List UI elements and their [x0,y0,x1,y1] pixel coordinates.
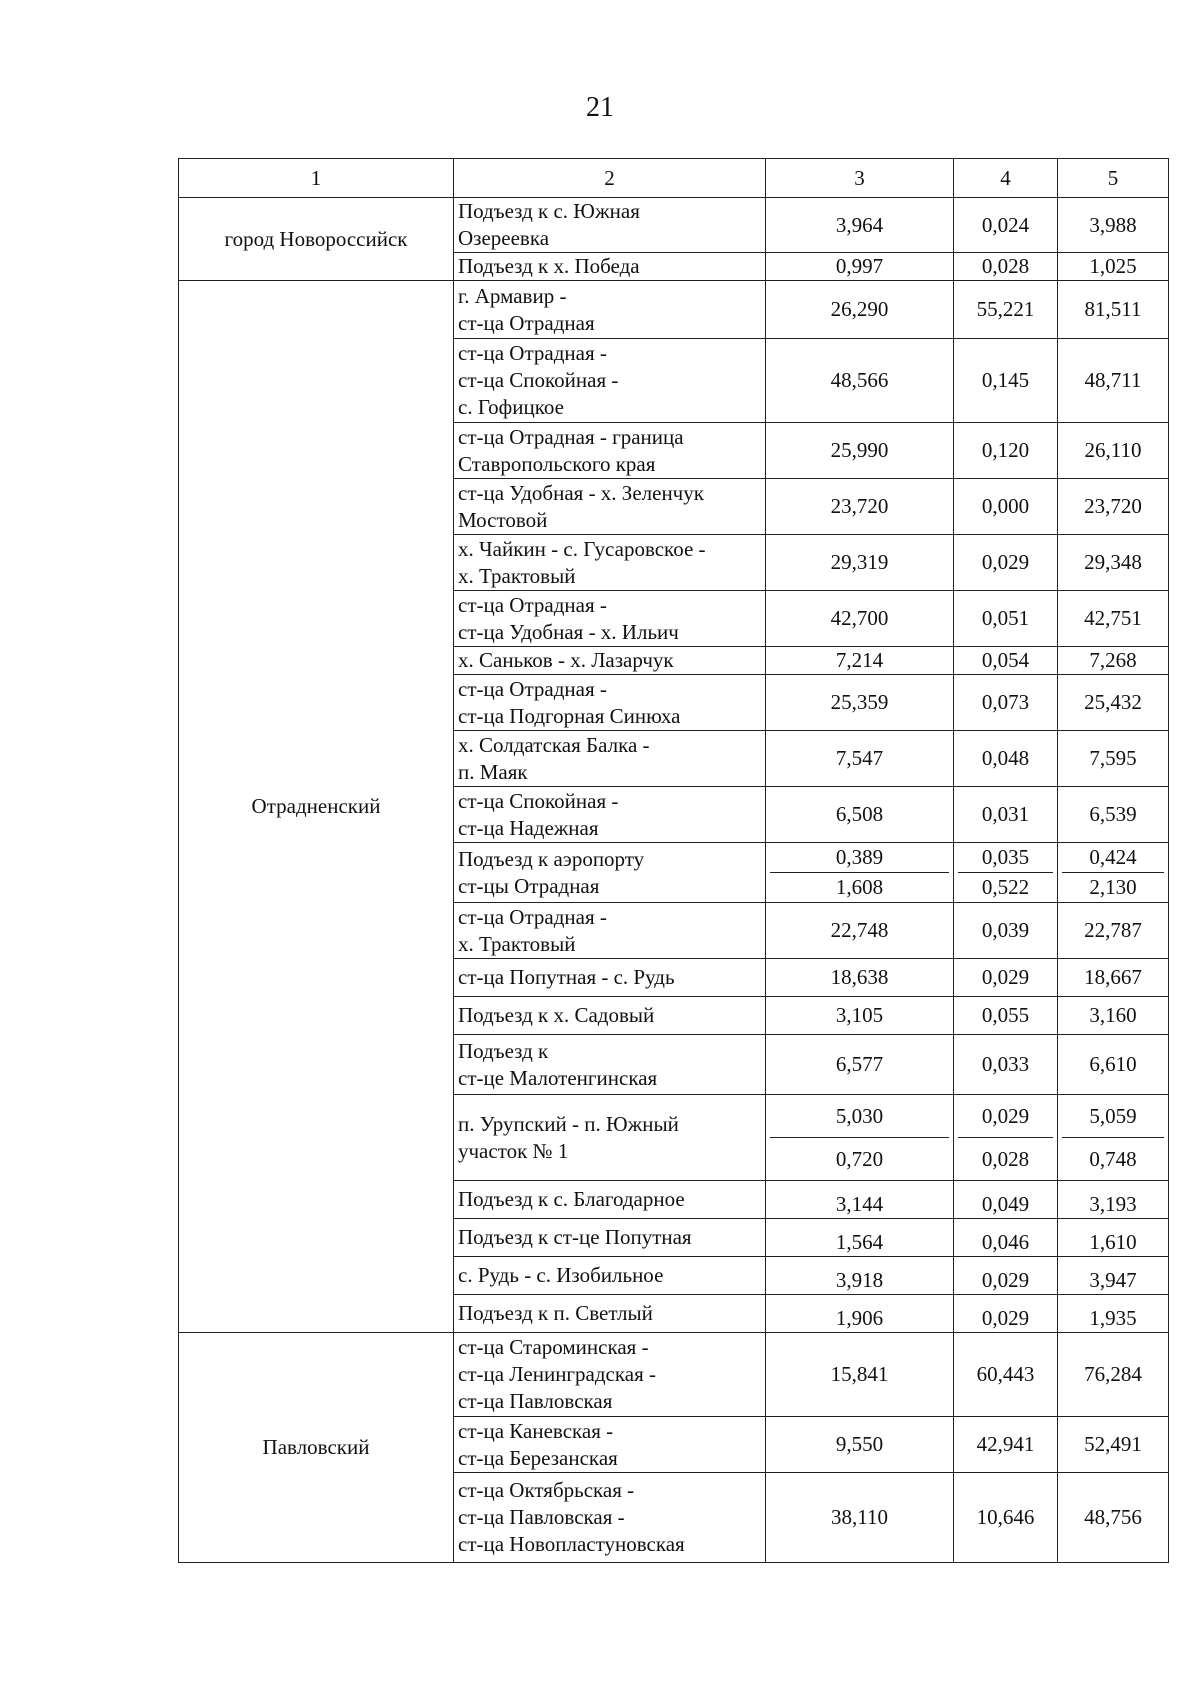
value-cell-col-5: 6,539 [1058,787,1169,843]
road-name: п. Урупский - п. Южный участок № 1 [454,1095,766,1181]
value-cell-col-5: 76,284 [1058,1333,1169,1417]
value-cell-col-3: 29,319 [766,535,954,591]
value-cell-col-4: 0,033 [954,1035,1058,1095]
header-col-3: 3 [766,159,954,198]
value-cell-col-5: 48,756 [1058,1473,1169,1563]
district-name: Отрадненский [179,281,454,1333]
value-cell-col-3: 0,997 [766,253,954,281]
value-cell-col-3: 7,214 [766,647,954,675]
value-cell-col-4: 0,031 [954,787,1058,843]
header-col-4: 4 [954,159,1058,198]
value-cell-col-3: 23,720 [766,479,954,535]
value-cell-col-5: 25,432 [1058,675,1169,731]
value-cell-col-3 [766,843,954,903]
value-cell-col-5: 6,610 [1058,1035,1169,1095]
value-part: 1,608 [835,875,884,899]
value-cell-col-3: 6,577 [766,1035,954,1095]
value-cell-col-4: 0,039 [954,903,1058,959]
value-cell-col-3: 42,700 [766,591,954,647]
table-body [179,198,1169,1563]
value-cell-col-4: 42,941 [954,1417,1058,1473]
road-name: с. Рудь - с. Изобильное [454,1257,766,1295]
value-cell-col-3: 22,748 [766,903,954,959]
table-row [179,281,1169,339]
value-cell-col-3: 3,964 [766,198,954,253]
value-part: 0,748 [1089,1147,1137,1171]
road-name: ст-ца Октябрьская - ст-ца Павловская - ст-ца Новопластуновская [454,1473,766,1563]
value-cell-col-4: 0,120 [954,423,1058,479]
road-name: х. Чайкин - с. Гусаровское - х. Трактовый [454,535,766,591]
value-cell-col-5: 7,595 [1058,731,1169,787]
value-cell-col-3: 3,144 [766,1181,954,1219]
value-cell-col-5: 22,787 [1058,903,1169,959]
value-part: 0,720 [835,1147,884,1171]
value-cell-col-5: 26,110 [1058,423,1169,479]
road-name: Подъезд к с. Благодарное [454,1181,766,1219]
value-cell-col-4: 60,443 [954,1333,1058,1417]
value-cell-col-4: 0,048 [954,731,1058,787]
value-cell-col-5: 42,751 [1058,591,1169,647]
road-name: х. Саньков - х. Лазарчук [454,647,766,675]
value-cell-col-4: 10,646 [954,1473,1058,1563]
road-name: ст-ца Удобная - х. Зеленчук Мостовой [454,479,766,535]
road-name: ст-ца Отрадная - ст-ца Подгорная Синюха [454,675,766,731]
value-cell-col-3: 1,564 [766,1219,954,1257]
value-cell-col-4: 0,028 [954,253,1058,281]
value-cell-col-3: 15,841 [766,1333,954,1417]
value-cell-col-3: 25,990 [766,423,954,479]
header-col-5: 5 [1058,159,1169,198]
value-part: 0,029 [958,1095,1053,1138]
value-cell-col-5: 3,160 [1058,997,1169,1035]
value-part: 5,059 [1062,1095,1164,1138]
value-cell-col-3: 1,906 [766,1295,954,1333]
value-cell-col-5: 3,193 [1058,1181,1169,1219]
value-cell-col-3: 38,110 [766,1473,954,1563]
value-cell-col-3 [766,1095,954,1181]
road-name: ст-ца Отрадная - граница Ставропольского края [454,423,766,479]
value-cell-col-4: 0,049 [954,1181,1058,1219]
value-cell-col-5: 1,935 [1058,1295,1169,1333]
road-name: Подъезд к с. Южная Озереевка [454,198,766,253]
road-name: Подъезд к х. Садовый [454,997,766,1035]
value-cell-col-3: 3,105 [766,997,954,1035]
value-cell-col-4: 0,054 [954,647,1058,675]
value-cell-col-3: 18,638 [766,959,954,997]
value-cell-col-5: 81,511 [1058,281,1169,339]
value-cell-col-4 [954,843,1058,903]
header-row [179,159,1169,198]
road-name: Подъезд к х. Победа [454,253,766,281]
value-cell-col-3: 6,508 [766,787,954,843]
value-cell-col-4: 0,029 [954,535,1058,591]
value-cell-col-5: 23,720 [1058,479,1169,535]
value-cell-col-5: 18,667 [1058,959,1169,997]
value-cell-col-3: 9,550 [766,1417,954,1473]
road-name: ст-ца Староминская - ст-ца Ленинградская - ст-ца Павловская [454,1333,766,1417]
roads-table [178,158,1169,1563]
value-part: 0,035 [958,843,1053,873]
value-cell-col-4: 0,073 [954,675,1058,731]
value-cell-col-4: 0,000 [954,479,1058,535]
value-part: 5,030 [770,1095,949,1138]
value-cell-col-5: 48,711 [1058,339,1169,423]
value-cell-col-4: 0,046 [954,1219,1058,1257]
header-col-2: 2 [454,159,766,198]
value-cell-col-5: 1,025 [1058,253,1169,281]
value-cell-col-5: 3,947 [1058,1257,1169,1295]
page-number: 21 [586,92,614,123]
road-name: Подъезд к ст-це Попутная [454,1219,766,1257]
value-cell-col-5: 3,988 [1058,198,1169,253]
header-col-1: 1 [179,159,454,198]
value-part: 0,522 [981,875,1030,899]
value-cell-col-4: 0,029 [954,1257,1058,1295]
road-name: Подъезд к аэропорту ст-цы Отрадная [454,843,766,903]
road-name: х. Солдатская Балка - п. Маяк [454,731,766,787]
value-cell-col-5: 29,348 [1058,535,1169,591]
road-name: ст-ца Спокойная - ст-ца Надежная [454,787,766,843]
road-name: ст-ца Попутная - с. Рудь [454,959,766,997]
value-part: 0,389 [770,843,949,873]
table-row [179,1333,1169,1417]
district-name: город Новороссийск [179,198,454,281]
value-cell-col-3: 48,566 [766,339,954,423]
district-name: Павловский [179,1333,454,1563]
value-cell-col-3: 7,547 [766,731,954,787]
value-cell-col-4: 0,055 [954,997,1058,1035]
value-cell-col-3: 25,359 [766,675,954,731]
value-part: 2,130 [1089,875,1137,899]
road-name: ст-ца Каневская - ст-ца Березанская [454,1417,766,1473]
value-cell-col-3: 3,918 [766,1257,954,1295]
value-cell-col-5: 1,610 [1058,1219,1169,1257]
road-name: Подъезд к ст-це Малотенгинская [454,1035,766,1095]
value-part: 0,424 [1062,843,1164,873]
value-cell-col-4: 0,029 [954,1295,1058,1333]
value-cell-col-5: 52,491 [1058,1417,1169,1473]
value-cell-col-5 [1058,1095,1169,1181]
value-cell-col-5 [1058,843,1169,903]
road-name: ст-ца Отрадная - ст-ца Удобная - х. Ильич [454,591,766,647]
table-row [179,198,1169,253]
road-name: ст-ца Отрадная - ст-ца Спокойная - с. Гофицкое [454,339,766,423]
value-cell-col-4 [954,1095,1058,1181]
value-cell-col-4: 0,145 [954,339,1058,423]
value-part: 0,028 [981,1147,1030,1171]
road-name: г. Армавир - ст-ца Отрадная [454,281,766,339]
value-cell-col-5: 7,268 [1058,647,1169,675]
value-cell-col-4: 0,024 [954,198,1058,253]
road-name: ст-ца Отрадная - х. Трактовый [454,903,766,959]
road-name: Подъезд к п. Светлый [454,1295,766,1333]
value-cell-col-4: 55,221 [954,281,1058,339]
value-cell-col-3: 26,290 [766,281,954,339]
value-cell-col-4: 0,051 [954,591,1058,647]
value-cell-col-4: 0,029 [954,959,1058,997]
